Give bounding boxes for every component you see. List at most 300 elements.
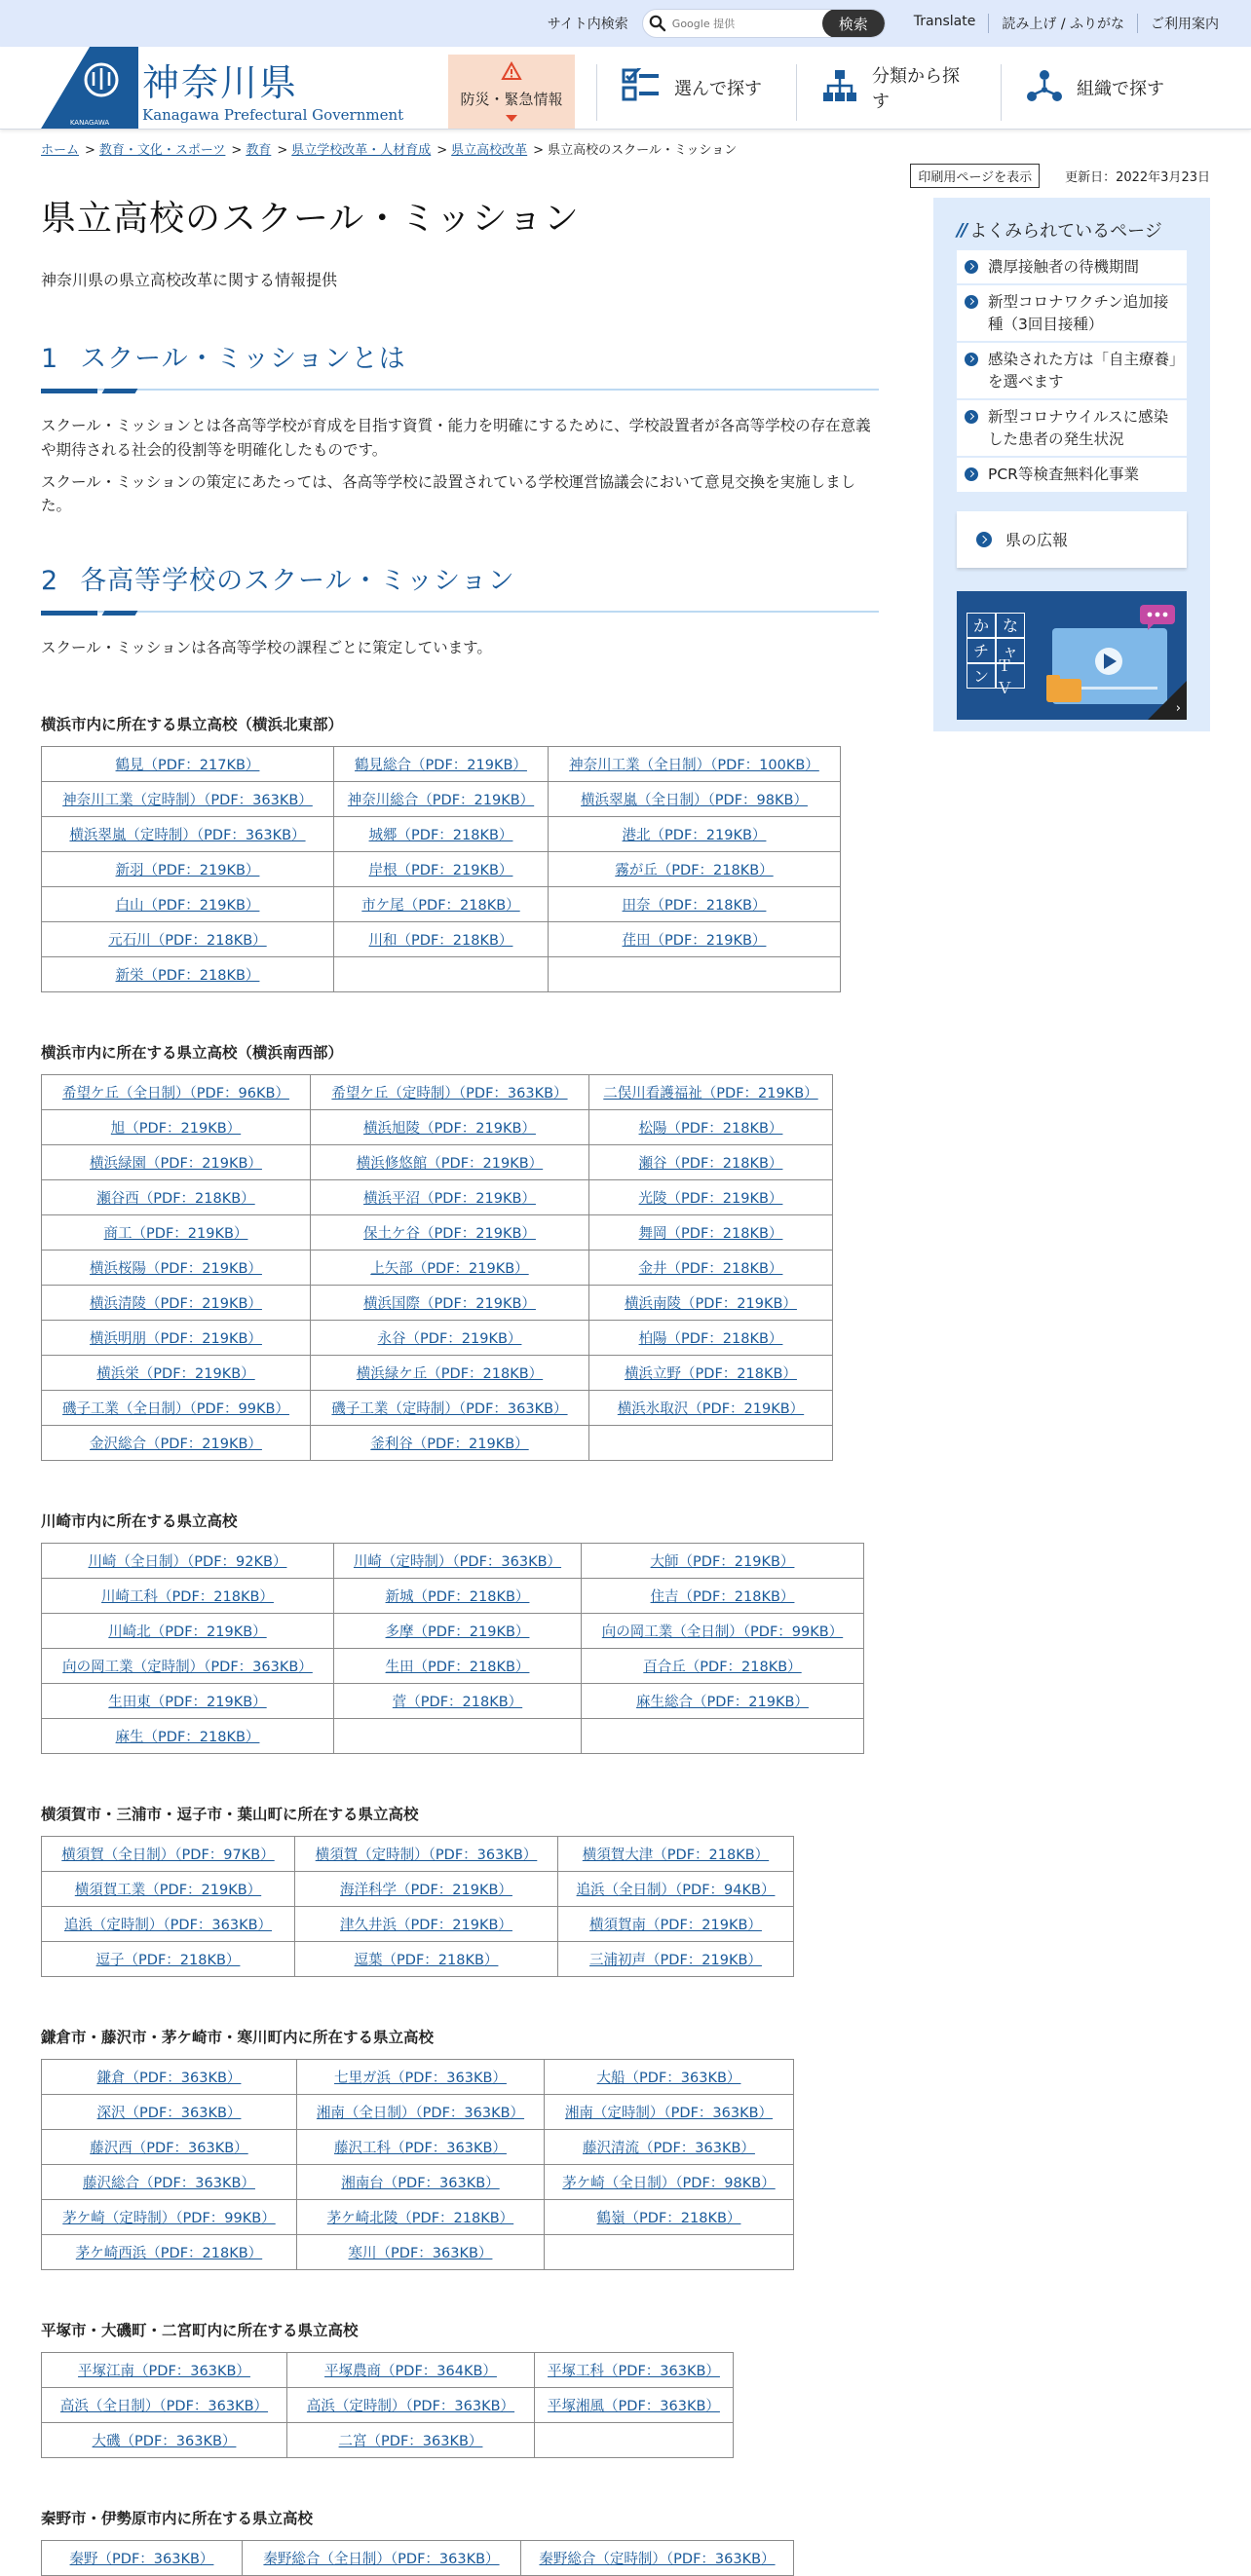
global-nav [448,47,1205,129]
table-cell [334,1613,582,1648]
school-pdf-link[interactable]: 大船（PDF：363KB） [596,2070,741,2086]
logo-badge: KANAGAWA [69,119,110,127]
school-pdf-link[interactable]: 逗葉（PDF：218KB） [354,1952,499,1968]
school-pdf-link[interactable]: 舞岡（PDF：218KB） [638,1225,783,1242]
school-pdf-link[interactable]: 茅ケ崎（定時制）（PDF：99KB） [62,2210,276,2226]
section-2-paragraph-1: スクール・ミッションは各高等学校の課程ごとに策定しています。 [41,639,492,657]
school-pdf-link[interactable]: 釜利谷（PDF：219KB） [370,1436,529,1452]
school-pdf-link[interactable]: 瀬谷（PDF：218KB） [638,1155,783,1172]
table-row [42,1543,864,1578]
chevron-right-icon [965,260,978,274]
school-pdf-link[interactable]: 城郷（PDF：218KB） [368,827,513,843]
school-pdf-link[interactable]: 港北（PDF：219KB） [622,827,767,843]
school-pdf-link[interactable]: 横浜旭陵（PDF：219KB） [363,1120,536,1137]
school-pdf-link[interactable]: 麻生（PDF：218KB） [115,1729,260,1745]
breadcrumb: ホーム > 教育・文化・スポーツ > 教育 > 県立学校改革・人材育成 > 県立高校改革 > 県立高校のスクール・ミッション [41,143,738,158]
school-pdf-link[interactable]: 希望ケ丘（全日制）（PDF：96KB） [62,1085,289,1101]
table-cell [589,1285,833,1320]
school-pdf-link[interactable]: 神奈川総合（PDF：219KB） [347,792,535,808]
table-cell [558,1871,794,1906]
table-cell [545,2129,794,2164]
table-cell [589,1250,833,1285]
section-1-paragraph-2: スクール・ミッションの策定にあたっては、各高等学校に設置されている学校運営協議会において意見交換を実施しました。 [41,472,856,515]
table-cell [42,1109,311,1144]
table-row [42,1941,794,1976]
table-cell [42,1543,334,1578]
school-pdf-link[interactable]: 湘南台（PDF：363KB） [341,2175,500,2191]
school-pdf-link[interactable]: 逗子（PDF：218KB） [95,1952,241,1968]
table-row [42,1355,833,1390]
table-row [42,1179,833,1214]
school-pdf-link[interactable]: 横浜平沼（PDF：219KB） [363,1190,536,1207]
school-pdf-link[interactable]: 荏田（PDF：219KB） [622,932,767,949]
table-cell [311,1109,589,1144]
table-cell [334,1648,582,1683]
table-cell [334,956,549,991]
school-pdf-link[interactable]: 横須賀工業（PDF：219KB） [74,1882,262,1898]
kana-channel-tv-banner[interactable] [957,591,1187,720]
table-cell [311,1355,589,1390]
table-row [42,1390,833,1425]
table-cell [334,746,549,781]
school-pdf-link[interactable]: 住吉（PDF：218KB） [650,1588,795,1605]
table-cell [311,1074,589,1109]
table-cell [287,2387,535,2422]
school-pdf-link[interactable]: 平塚農商（PDF：364KB） [324,2363,497,2379]
breadcrumb-education-culture-sports[interactable]: 教育・文化・スポーツ [98,143,226,158]
table-cell [334,1543,582,1578]
table-row [42,2059,794,2094]
popular-item[interactable]: 感染された方は「自主療養」を選べます [957,343,1187,400]
popular-pages-heading: // よくみられているページ [957,219,1162,242]
table-row [42,1871,794,1906]
table-cell [334,921,549,956]
school-pdf-link[interactable]: 川崎工科（PDF：218KB） [101,1588,274,1605]
table-row [42,1109,833,1144]
table-cell [295,1836,558,1871]
school-pdf-link[interactable]: 瀬谷西（PDF：218KB） [96,1190,255,1207]
nav-category-search[interactable] [796,47,1001,129]
school-group-heading: 川崎市内に所在する県立高校 [41,1512,238,1530]
table-cell [42,1320,311,1355]
table-cell [582,1683,864,1718]
table-row [42,2387,734,2422]
school-pdf-link[interactable]: 秦野総合（全日制）（PDF：363KB） [263,2551,500,2567]
school-pdf-link[interactable]: 田奈（PDF：218KB） [622,897,767,914]
nav-label: 分類から探す [872,66,960,112]
school-pdf-link[interactable]: 磯子工業（全日制）（PDF：99KB） [62,1400,289,1417]
school-pdf-link[interactable]: 新城（PDF：218KB） [385,1588,530,1605]
table-cell [42,1648,334,1683]
school-pdf-link[interactable]: 横浜緑ケ丘（PDF：218KB） [356,1365,544,1382]
school-pdf-link[interactable]: 大磯（PDF：363KB） [92,2433,237,2449]
prefectural-newsletter-link[interactable] [957,511,1187,568]
table-row [42,1718,864,1753]
school-groups [41,713,879,2576]
table-cell [42,1214,311,1250]
table-row [42,1683,864,1718]
school-group-heading: 秦野市・伊勢原市内に所在する県立高校 [41,2509,314,2527]
table-cell [535,2387,734,2422]
school-pdf-link[interactable]: 七里ガ浜（PDF：363KB） [334,2070,507,2086]
slash-icon: // [957,219,967,241]
school-pdf-link[interactable]: 藤沢清流（PDF：363KB） [583,2140,755,2156]
table-cell [589,1355,833,1390]
school-pdf-link[interactable]: 保土ケ谷（PDF：219KB） [363,1225,536,1242]
school-pdf-link[interactable]: 三浦初声（PDF：219KB） [589,1952,762,1968]
breadcrumb-home[interactable]: ホーム [41,143,80,158]
school-pdf-link[interactable]: 松陽（PDF：218KB） [638,1120,783,1137]
table-row [42,851,841,886]
table-cell [42,2387,287,2422]
table-cell [311,1425,589,1460]
table-cell [558,1836,794,1871]
school-pdf-link[interactable]: 海洋科学（PDF：219KB） [340,1882,512,1898]
emergency-info-button[interactable] [448,55,575,129]
chevron-right-icon: › [1175,700,1181,716]
table-cell [334,1683,582,1718]
table-cell [42,1144,311,1179]
table-cell [295,1906,558,1941]
school-pdf-link[interactable]: 百合丘（PDF：218KB） [643,1659,802,1675]
chat-bubble-icon [1140,605,1175,630]
school-pdf-link[interactable]: 横浜南陵（PDF：219KB） [625,1295,797,1312]
table-row [42,886,841,921]
school-pdf-link[interactable]: 津久井浜（PDF：219KB） [340,1917,512,1933]
table-cell [558,1906,794,1941]
table-cell [297,2234,545,2269]
breadcrumb-high-school-reform[interactable]: 県立高校改革 [451,143,528,158]
table-cell [582,1543,864,1578]
popular-item[interactable]: 濃厚接触者の待機期間 [957,250,1187,285]
school-mission-table [41,2059,794,2270]
table-cell [42,956,334,991]
table-cell [535,2352,734,2387]
page-meta [0,157,1251,188]
table-row [42,2199,794,2234]
table-cell [589,1144,833,1179]
table-cell [334,1578,582,1613]
school-pdf-link[interactable]: 白山（PDF：219KB） [115,897,260,914]
table-cell [311,1285,589,1320]
table-cell [545,2094,794,2129]
school-pdf-link[interactable]: 金井（PDF：218KB） [638,1260,783,1277]
search-input[interactable] [672,10,822,37]
table-row [42,1214,833,1250]
banner-corner [1148,681,1187,720]
chevron-right-icon [965,467,978,481]
school-pdf-link[interactable]: 湘南（定時制）（PDF：363KB） [564,2105,774,2121]
print-page-button[interactable]: 印刷用ページを表示 [910,164,1040,188]
chevron-right-icon [965,353,978,366]
nav-choose-search[interactable] [596,47,796,129]
school-pdf-link[interactable]: 横浜栄（PDF：219KB） [96,1365,255,1382]
table-cell [549,851,841,886]
checklist-icon [622,68,661,108]
table-cell [42,2422,287,2457]
school-pdf-link[interactable]: 鎌倉（PDF：363KB） [96,2070,242,2086]
table-row [42,1613,864,1648]
school-group-heading: 横浜市内に所在する県立高校（横浜北東部） [41,715,344,733]
school-pdf-link[interactable]: 平塚江南（PDF：363KB） [78,2363,250,2379]
school-pdf-link[interactable]: 大師（PDF：219KB） [650,1553,795,1570]
school-pdf-link[interactable]: 横浜翠嵐（全日制）（PDF：98KB） [581,792,808,808]
school-pdf-link[interactable]: 川和（PDF：218KB） [368,932,513,949]
table-cell [287,2422,535,2457]
school-pdf-link[interactable]: 神奈川工業（全日制）（PDF：100KB） [569,757,819,773]
school-pdf-link[interactable]: 横浜修悠館（PDF：219KB） [356,1155,544,1172]
pref-paper-label: 県の広報 [1005,531,1069,550]
table-row [42,2164,794,2199]
utility-bar [0,0,1251,47]
school-pdf-link[interactable]: 麻生総合（PDF：219KB） [636,1694,809,1710]
table-row [42,1425,833,1460]
school-pdf-link[interactable]: 湘南（全日制）（PDF：363KB） [316,2105,525,2121]
table-cell [42,1718,334,1753]
school-pdf-link[interactable]: 商工（PDF：219KB） [103,1225,248,1242]
chevron-right-icon [976,532,992,547]
page-title: 県立高校のスクール・ミッション [41,199,580,239]
chevron-right-icon [965,410,978,424]
table-cell [589,1320,833,1355]
school-pdf-link[interactable]: 金沢総合（PDF：219KB） [90,1436,262,1452]
table-cell [558,1941,794,1976]
caret-down-icon [506,115,517,122]
school-mission-table [41,2540,794,2576]
school-group-heading: 横浜市内に所在する県立高校（横浜南西部） [41,1043,344,1062]
sidebar [933,198,1210,731]
search-button[interactable]: 検索 [822,9,885,38]
table-cell [545,2234,794,2269]
table-cell [42,1179,311,1214]
table-cell [42,816,334,851]
school-pdf-link[interactable]: 永谷（PDF：219KB） [377,1330,522,1347]
school-pdf-link[interactable]: 横須賀大津（PDF：218KB） [582,1847,770,1863]
school-pdf-link[interactable]: 鶴見（PDF：217KB） [115,757,260,773]
breadcrumb-education[interactable]: 教育 [246,143,272,158]
school-mission-table [41,1836,794,1977]
logo-title-en: Kanagawa Prefectural Government [142,105,404,124]
table-cell [42,2129,297,2164]
table-cell [42,1683,334,1718]
table-cell [42,2094,297,2129]
school-pdf-link[interactable]: 横須賀南（PDF：219KB） [589,1917,762,1933]
school-pdf-link[interactable]: 生田（PDF：218KB） [385,1659,530,1675]
breadcrumb-school-reform[interactable]: 県立学校改革・人材育成 [291,143,432,158]
school-group-heading: 鎌倉市・藤沢市・茅ケ崎市・寒川町内に所在する県立高校 [41,2028,435,2046]
school-group-heading: 横須賀市・三浦市・逗子市・葉山町に所在する県立高校 [41,1805,419,1823]
nav-label: 組織で探す [1077,79,1164,99]
table-cell [589,1109,833,1144]
school-pdf-link[interactable]: 藤沢工科（PDF：363KB） [334,2140,507,2156]
table-cell [535,2422,734,2457]
school-pdf-link[interactable]: 横浜清陵（PDF：219KB） [90,1295,262,1312]
table-row [42,781,841,816]
school-pdf-link[interactable]: 向の岡工業（定時制）（PDF：363KB） [62,1659,313,1675]
table-cell [549,921,841,956]
table-cell [311,1179,589,1214]
table-row [42,1144,833,1179]
emergency-label: 防災・緊急情報 [460,91,563,108]
school-pdf-link[interactable]: 川崎（全日制）（PDF：92KB） [88,1553,287,1570]
table-row [42,921,841,956]
search-icon [643,15,672,32]
table-cell [42,781,334,816]
table-cell [42,746,334,781]
school-group-heading: 平塚市・大磯町・二宮町内に所在する県立高校 [41,2321,359,2339]
school-pdf-link[interactable]: 秦野総合（定時制）（PDF：363KB） [539,2551,776,2567]
popular-item[interactable]: 新型コロナワクチン追加接種（3回目接種） [957,285,1187,343]
section-1-heading: 1 スクール・ミッションとは [41,344,406,374]
school-pdf-link[interactable]: 追浜（全日制）（PDF：94KB） [576,1882,776,1898]
school-mission-table [41,1074,833,1461]
table-cell [42,921,334,956]
table-row [42,746,841,781]
table-cell [42,2352,287,2387]
school-pdf-link[interactable]: 上矢部（PDF：219KB） [370,1260,529,1277]
table-cell [42,1390,311,1425]
table-cell [42,2164,297,2199]
chevron-right-icon [965,295,978,309]
school-pdf-link[interactable]: 横須賀（定時制）（PDF：363KB） [315,1847,538,1863]
school-pdf-link[interactable]: 元石川（PDF：218KB） [108,932,267,949]
school-pdf-link[interactable]: 新羽（PDF：219KB） [115,862,260,878]
school-pdf-link[interactable]: 岸根（PDF：219KB） [368,862,513,878]
school-pdf-link[interactable]: 横浜翠嵐（定時制）（PDF：363KB） [69,827,306,843]
school-pdf-link[interactable]: 鶴嶺（PDF：218KB） [596,2210,741,2226]
table-cell [311,1250,589,1285]
school-pdf-link[interactable]: 希望ケ丘（定時制）（PDF：363KB） [331,1085,568,1101]
read-aloud-link[interactable]: 読み上げ / ふりがな [988,14,1137,33]
table-cell [549,746,841,781]
school-pdf-link[interactable]: 二俣川看護福祉（PDF：219KB） [603,1085,818,1101]
table-cell [297,2059,545,2094]
school-pdf-link[interactable]: 横浜氷取沢（PDF：219KB） [617,1400,805,1417]
table-cell [42,1355,311,1390]
table-row [42,816,841,851]
school-pdf-link[interactable]: 藤沢総合（PDF：363KB） [83,2175,255,2191]
table-cell [311,1320,589,1355]
table-row [42,2422,734,2457]
school-pdf-link[interactable]: 横浜桜陽（PDF：219KB） [90,1260,262,1277]
school-pdf-link[interactable]: 柏陽（PDF：218KB） [638,1330,783,1347]
school-pdf-link[interactable]: 川崎北（PDF：219KB） [108,1624,267,1640]
school-pdf-link[interactable]: 生田東（PDF：219KB） [108,1694,267,1710]
nav-label: 選んで探す [674,79,762,99]
school-pdf-link[interactable]: 鶴見総合（PDF：219KB） [355,757,527,773]
school-pdf-link[interactable]: 高浜（定時制）（PDF：363KB） [306,2398,515,2414]
table-cell [243,2540,521,2575]
school-pdf-link[interactable]: 寒川（PDF：363KB） [348,2245,493,2261]
school-pdf-link[interactable]: 秦野（PDF：363KB） [69,2551,214,2567]
table-cell [549,781,841,816]
table-cell [295,1941,558,1976]
school-pdf-link[interactable]: 旭（PDF：219KB） [110,1120,242,1137]
popular-item[interactable]: PCR等検査無料化事業 [957,458,1187,493]
table-cell [334,816,549,851]
table-cell [582,1578,864,1613]
table-row [42,1578,864,1613]
table-cell [589,1390,833,1425]
kanagawa-emblem-icon [41,47,138,129]
table-cell [521,2540,794,2575]
school-pdf-link[interactable]: 横浜緑園（PDF：219KB） [90,1155,262,1172]
school-mission-table [41,746,841,992]
table-row [42,2352,734,2387]
school-pdf-link[interactable]: 平塚湘風（PDF：363KB） [548,2398,720,2414]
table-cell [545,2059,794,2094]
school-pdf-link[interactable]: 神奈川工業（定時制）（PDF：363KB） [62,792,313,808]
school-pdf-link[interactable]: 市ケ尾（PDF：218KB） [361,897,520,914]
table-cell [42,1906,295,1941]
school-pdf-link[interactable]: 光陵（PDF：219KB） [638,1190,783,1207]
page-lead: 神奈川県の県立高校改革に関する情報提供 [41,271,338,289]
school-pdf-link[interactable]: 横浜立野（PDF：218KB） [625,1365,797,1382]
school-pdf-link[interactable]: 平塚工科（PDF：363KB） [548,2363,720,2379]
table-cell [334,851,549,886]
table-row [42,1285,833,1320]
breadcrumb-current: 県立高校のスクール・ミッション [548,143,738,158]
table-cell [287,2352,535,2387]
school-pdf-link[interactable]: 菅（PDF：218KB） [392,1694,523,1710]
folder-icon [1046,673,1081,702]
table-cell [311,1390,589,1425]
school-mission-table [41,2352,734,2458]
site-search-label: サイト内検索 [547,17,628,32]
table-row [42,2540,794,2575]
table-cell [549,886,841,921]
nav-organization-search[interactable] [1001,47,1205,129]
table-row [42,1250,833,1285]
school-pdf-link[interactable]: 横須賀（全日制）（PDF：97KB） [61,1847,275,1863]
school-pdf-link[interactable]: 磯子工業（定時制）（PDF：363KB） [331,1400,568,1417]
table-row [42,1836,794,1871]
school-pdf-link[interactable]: 茅ケ崎（全日制）（PDF：98KB） [562,2175,776,2191]
table-cell [582,1648,864,1683]
usage-guide-link[interactable]: ご利用案内 [1137,14,1232,33]
table-cell [42,886,334,921]
site-search-box [642,9,886,38]
school-pdf-link[interactable]: 霧が丘（PDF：218KB） [615,862,774,878]
popular-pages-list [957,250,1187,494]
table-cell [582,1613,864,1648]
school-pdf-link[interactable]: 二宮（PDF：363KB） [338,2433,483,2449]
school-pdf-link[interactable]: 横浜国際（PDF：219KB） [363,1295,536,1312]
school-pdf-link[interactable]: 茅ケ崎西浜（PDF：218KB） [75,2245,263,2261]
school-pdf-link[interactable]: 追浜（定時制）（PDF：363KB） [63,1917,273,1933]
table-cell [334,886,549,921]
school-pdf-link[interactable]: 向の岡工業（全日制）（PDF：99KB） [601,1624,844,1640]
school-pdf-link[interactable]: 深沢（PDF：363KB） [96,2105,242,2121]
popular-item[interactable]: 新型コロナウイルスに感染した患者の発生状況 [957,400,1187,458]
table-cell [42,1578,334,1613]
school-pdf-link[interactable]: 茅ケ崎北陵（PDF：218KB） [326,2210,514,2226]
table-cell [42,2540,243,2575]
school-pdf-link[interactable]: 藤沢西（PDF：363KB） [90,2140,248,2156]
table-cell [295,1871,558,1906]
heading-underline [41,389,879,394]
school-pdf-link[interactable]: 横浜明朋（PDF：219KB） [90,1330,262,1347]
table-row [42,1648,864,1683]
school-pdf-link[interactable]: 高浜（全日制）（PDF：363KB） [59,2398,269,2414]
school-pdf-link[interactable]: 新栄（PDF：218KB） [115,967,260,984]
school-pdf-link[interactable]: 川崎（定時制）（PDF：363KB） [353,1553,562,1570]
translate-link[interactable]: Translate [913,14,976,29]
warning-icon [501,61,522,85]
table-cell [42,1941,295,1976]
school-pdf-link[interactable]: 多摩（PDF：219KB） [385,1624,530,1640]
site-logo[interactable] [0,47,448,129]
